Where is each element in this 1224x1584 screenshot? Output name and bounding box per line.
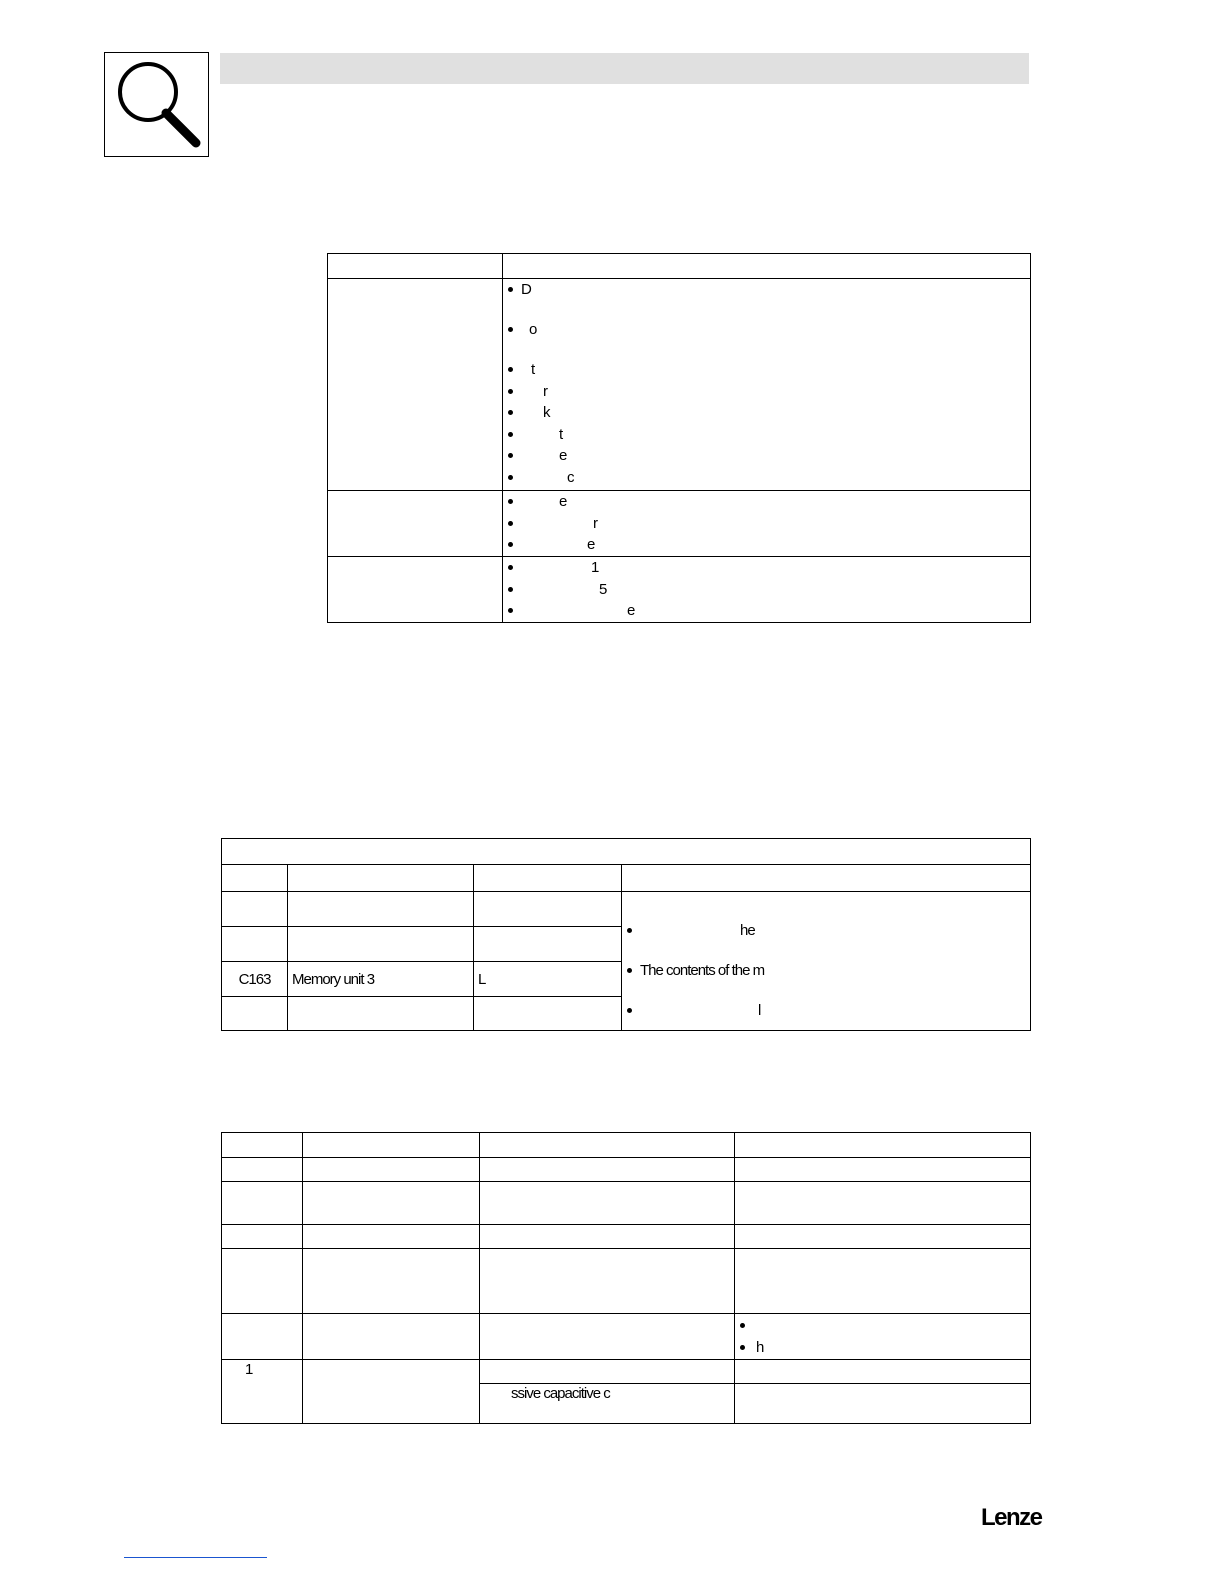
table2-value <box>474 927 622 962</box>
list-item: k <box>503 402 1030 424</box>
table3-cell <box>303 1158 480 1182</box>
memory-table <box>221 838 1031 1031</box>
table3-cell <box>480 1158 735 1182</box>
table3-cell <box>303 1225 480 1249</box>
table1-header-cell-2 <box>503 254 1031 279</box>
data-table <box>221 1132 1031 1424</box>
table3-cell <box>735 1384 1031 1424</box>
list-item: o <box>503 319 1030 341</box>
section-header-bar <box>220 53 1029 84</box>
table2-header-notes <box>622 865 1031 892</box>
table3-cell <box>222 1158 303 1182</box>
list-item: 1 <box>503 557 1030 579</box>
table2-value <box>474 997 622 1031</box>
table1-group-1-label <box>328 279 503 491</box>
table3-cell <box>735 1158 1031 1182</box>
list-item: h <box>735 1337 1030 1359</box>
table2-header-value <box>474 865 622 892</box>
table3-cell <box>222 1314 303 1360</box>
table3-cell <box>480 1360 735 1384</box>
table2-code <box>222 927 288 962</box>
list-item: t <box>503 424 1030 446</box>
table2-header-name <box>288 865 474 892</box>
table2-value: L <box>474 962 622 997</box>
table3-row-id: 1 <box>222 1360 303 1424</box>
table2-code: C163 <box>222 962 288 997</box>
table3-cell <box>303 1314 480 1360</box>
list-item: r <box>503 381 1030 403</box>
table3-cell <box>480 1225 735 1249</box>
magnifier-icon-box <box>104 52 209 157</box>
feature-table <box>327 253 1031 623</box>
table3-capacitive-cell: ssive capacitive c <box>480 1384 735 1424</box>
table2-name <box>288 892 474 927</box>
table2-code <box>222 892 288 927</box>
table1-group-2-label <box>328 491 503 557</box>
note-item: The contents of the m <box>622 950 1030 990</box>
table3-cell <box>222 1182 303 1225</box>
table1-group-3-items <box>503 557 1031 623</box>
table3-cell <box>735 1182 1031 1225</box>
table3-bullets-cell <box>735 1314 1031 1360</box>
table1-group-1-items <box>503 279 1031 491</box>
table3-cell <box>480 1249 735 1314</box>
table2-title-row <box>222 839 1031 865</box>
list-item: D <box>503 279 1030 301</box>
list-item: e <box>503 491 1030 513</box>
table2-code <box>222 997 288 1031</box>
table3-cell <box>480 1314 735 1360</box>
footer-link-underline <box>124 1557 267 1558</box>
table3-cell <box>303 1249 480 1314</box>
list-item <box>735 1315 1030 1337</box>
list-item: e <box>503 445 1030 467</box>
table1-group-2-items <box>503 491 1031 557</box>
table2-value <box>474 892 622 927</box>
table2-name <box>288 927 474 962</box>
list-item: t <box>503 359 1030 381</box>
table2-notes <box>622 892 1031 1031</box>
table3-cell <box>303 1360 480 1424</box>
table3-header-3 <box>480 1133 735 1158</box>
table2-name <box>288 997 474 1031</box>
table1-header-cell-1 <box>328 254 503 279</box>
table3-cell <box>735 1249 1031 1314</box>
table3-cell <box>480 1182 735 1225</box>
lenze-logo: Lenze <box>981 1504 1042 1531</box>
table3-cell <box>303 1182 480 1225</box>
list-item: 5 <box>503 579 1030 601</box>
magnifier-icon <box>105 53 208 156</box>
table3-header-1 <box>222 1133 303 1158</box>
table1-group-3-label <box>328 557 503 623</box>
table3-header-4 <box>735 1133 1031 1158</box>
table2-name: Memory unit 3 <box>288 962 474 997</box>
list-item: c <box>503 467 1030 489</box>
list-item: e <box>503 600 1030 622</box>
note-item: l <box>622 990 1030 1030</box>
table3-header-2 <box>303 1133 480 1158</box>
table3-cell <box>222 1249 303 1314</box>
table3-cell <box>735 1360 1031 1384</box>
list-item: e <box>503 534 1030 556</box>
note-item: he <box>622 910 1030 950</box>
table3-cell <box>735 1225 1031 1249</box>
list-item: r <box>503 513 1030 535</box>
table3-cell <box>222 1225 303 1249</box>
table2-header-code <box>222 865 288 892</box>
